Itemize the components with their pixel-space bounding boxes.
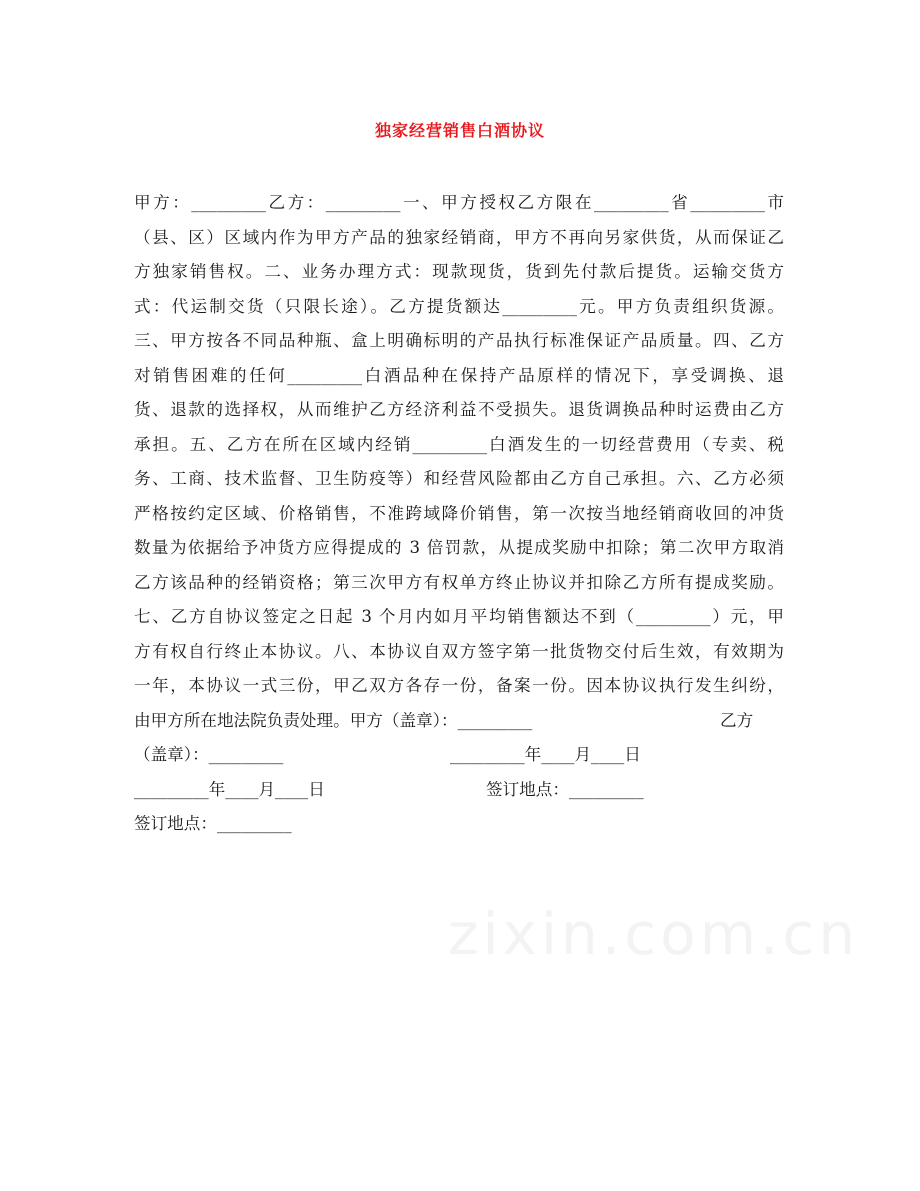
- party-a-sign-location: 签订地点：_________: [486, 779, 644, 799]
- party-a-date: _________年____月____日: [450, 745, 641, 764]
- body-line-4: 式：代运制交货（只限长途）。乙方提货额达_________元。甲方负责组织货源。: [134, 296, 784, 316]
- site-watermark: zixin.com.cn: [448, 900, 860, 968]
- party-b-seal-label: （盖章）：_________: [134, 745, 284, 764]
- signature-line-1: [134, 704, 784, 739]
- body-line-10: 严格按约定区域、价格销售，不准跨域降价销售，第一次按当地经销商收回的冲货: [134, 503, 784, 523]
- body-line-14: 方有权自行终止本协议。八、本协议自双方签字第一批货物交付后生效，有效期为: [134, 641, 784, 661]
- agreement-body: [134, 186, 784, 842]
- document-title: 独家经营销售白酒协议: [374, 121, 545, 140]
- party-b-sign-location: 签订地点：_________: [134, 814, 292, 833]
- body-line-15: 一年，本协议一式三份，甲乙双方各存一份，备案一份。因本协议执行发生纠纷，: [134, 676, 784, 695]
- signature-line-3: [134, 773, 784, 808]
- party-b-date: _________年____月____日: [134, 779, 325, 799]
- body-line-9: 务、工商、技术监督、卫生防疫等）和经营风险都由乙方自己承担。六、乙方必须: [134, 469, 784, 488]
- body-line-2: （县、区）区域内作为甲方产品的独家经销商，甲方不再向另家供货，从而保证乙: [134, 227, 784, 247]
- signature-line-2: [134, 738, 784, 773]
- body-line-6: 对销售困难的任何_________白酒品种在保持产品原样的情况下，享受调换、退: [134, 365, 784, 385]
- body-line-13: 七、乙方自协议签定之日起 3 个月内如月平均销售额达不到（_________）元，甲: [134, 607, 784, 626]
- party-b-label: 乙方: [720, 710, 754, 730]
- signature-line-4: [134, 807, 784, 842]
- party-a-seal-label: 由甲方所在地法院负责处理。甲方（盖章）：_________: [134, 710, 533, 730]
- body-line-7: 货、退款的选择权，从而维护乙方经济利益不受损失。退货调换品种时运费由乙方: [134, 400, 784, 419]
- body-line-11: 数量为依据给予冲货方应得提成的 3 倍罚款，从提成奖励中扣除；第二次甲方取消: [134, 538, 784, 557]
- body-line-12: 乙方该品种的经销资格；第三次甲方有权单方终止协议并扣除乙方所有提成奖励。: [134, 572, 784, 592]
- body-line-5: 三、甲方按各不同品种瓶、盒上明确标明的产品执行标准保证产品质量。四、乙方: [134, 331, 784, 350]
- body-line-8: 承担。五、乙方在所在区域内经销_________白酒发生的一切经营费用（专卖、税: [134, 434, 784, 454]
- body-line-3: 方独家销售权。二、业务办理方式：现款现货，货到先付款后提货。运输交货方: [134, 262, 784, 281]
- body-line-1: 甲方：_________乙方：_________一、甲方授权乙方限在_________省_________市: [134, 193, 784, 212]
